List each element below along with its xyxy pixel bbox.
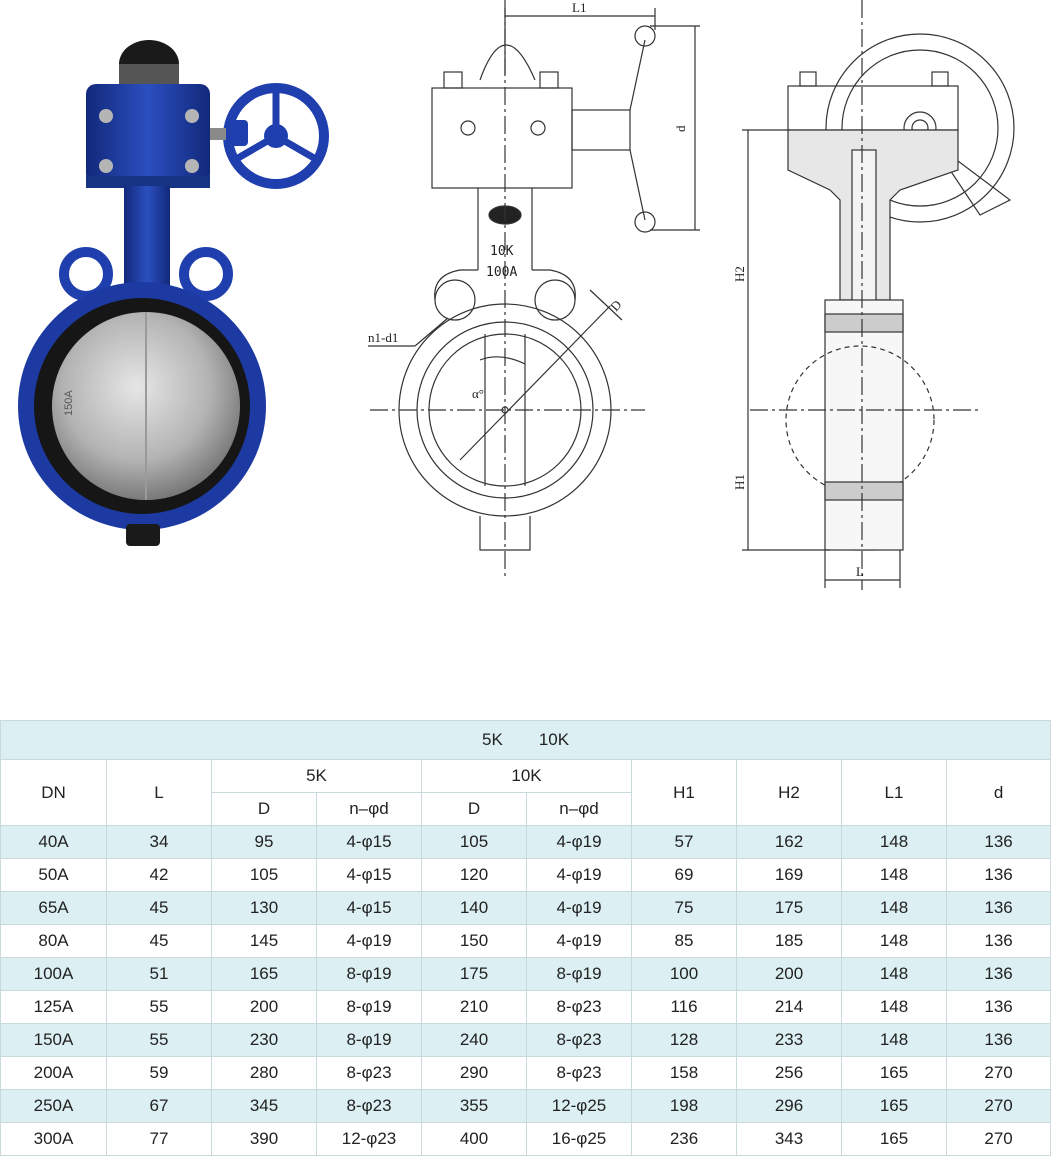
cell-d-5k: 230 <box>212 1024 317 1057</box>
cell-l1: 165 <box>842 1057 947 1090</box>
cell-l1: 148 <box>842 925 947 958</box>
table-row <box>1 826 1051 859</box>
cell-l: 45 <box>107 925 212 958</box>
cell-d-10k: 150 <box>422 925 527 958</box>
header-d-5k: D <box>212 793 317 826</box>
title-5k: 5K <box>482 730 503 749</box>
label-D: D <box>607 296 625 315</box>
table-row <box>1 892 1051 925</box>
cell-dn: 125A <box>1 991 107 1024</box>
title-10k: 10K <box>538 730 570 749</box>
cell-h2: 185 <box>737 925 842 958</box>
cell-dn: 50A <box>1 859 107 892</box>
cell-dn: 100A <box>1 958 107 991</box>
valve-photo <box>14 36 344 556</box>
cell-d: 136 <box>947 958 1051 991</box>
cell-l: 45 <box>107 892 212 925</box>
cell-d-5k: 145 <box>212 925 317 958</box>
header-d: d <box>947 760 1051 826</box>
mark-pressure: 10K <box>490 244 514 259</box>
cell-l1: 148 <box>842 826 947 859</box>
cell-d-5k: 105 <box>212 859 317 892</box>
table-row <box>1 1057 1051 1090</box>
cell-l: 42 <box>107 859 212 892</box>
cell-npd-5k: 8-φ23 <box>317 1090 422 1123</box>
cell-h2: 296 <box>737 1090 842 1123</box>
label-angle: α° <box>472 386 485 401</box>
cell-h1: 128 <box>632 1024 737 1057</box>
cell-l1: 148 <box>842 1024 947 1057</box>
cell-d-10k: 175 <box>422 958 527 991</box>
cell-h1: 198 <box>632 1090 737 1123</box>
cell-h2: 256 <box>737 1057 842 1090</box>
label-H2: H2 <box>732 266 747 282</box>
table-row <box>1 925 1051 958</box>
cell-d-5k: 165 <box>212 958 317 991</box>
gearbox <box>86 40 210 188</box>
cell-npd-5k: 8-φ23 <box>317 1057 422 1090</box>
cell-d-10k: 120 <box>422 859 527 892</box>
cell-h1: 116 <box>632 991 737 1024</box>
cell-h1: 57 <box>632 826 737 859</box>
cell-npd-5k: 8-φ19 <box>317 991 422 1024</box>
header-group-10k: 10K <box>422 760 632 793</box>
cell-h2: 162 <box>737 826 842 859</box>
cell-npd-10k: 4-φ19 <box>527 925 632 958</box>
table-row <box>1 991 1051 1024</box>
cell-d-10k: 355 <box>422 1090 527 1123</box>
cell-d-10k: 290 <box>422 1057 527 1090</box>
cell-h1: 85 <box>632 925 737 958</box>
cell-h1: 69 <box>632 859 737 892</box>
cell-d: 136 <box>947 1024 1051 1057</box>
cell-npd-10k: 8-φ23 <box>527 991 632 1024</box>
header-h1: H1 <box>632 760 737 826</box>
cell-d-10k: 240 <box>422 1024 527 1057</box>
cell-d-5k: 95 <box>212 826 317 859</box>
cell-l: 59 <box>107 1057 212 1090</box>
cell-npd-10k: 4-φ19 <box>527 859 632 892</box>
cell-h1: 75 <box>632 892 737 925</box>
cell-l1: 148 <box>842 991 947 1024</box>
cell-npd-10k: 8-φ23 <box>527 1024 632 1057</box>
cell-npd-10k: 8-φ23 <box>527 1057 632 1090</box>
label-H1: H1 <box>732 474 747 490</box>
header-npd-5k: n–φd <box>317 793 422 826</box>
mark-size: 100A <box>486 265 518 280</box>
table-row <box>1 1024 1051 1057</box>
table-row <box>1 859 1051 892</box>
cell-h2: 233 <box>737 1024 842 1057</box>
cell-d: 136 <box>947 991 1051 1024</box>
valve-body <box>18 282 266 546</box>
cell-l1: 148 <box>842 958 947 991</box>
cell-npd-5k: 4-φ15 <box>317 892 422 925</box>
cell-dn: 300A <box>1 1123 107 1156</box>
cell-d-10k: 210 <box>422 991 527 1024</box>
cell-d-5k: 345 <box>212 1090 317 1123</box>
cell-npd-10k: 12-φ25 <box>527 1090 632 1123</box>
table-body <box>1 826 1051 1156</box>
cell-l1: 165 <box>842 1123 947 1156</box>
cell-h1: 158 <box>632 1057 737 1090</box>
photo-body-text: 150A <box>63 390 75 416</box>
cell-d: 270 <box>947 1057 1051 1090</box>
cell-npd-10k: 4-φ19 <box>527 826 632 859</box>
cell-l1: 148 <box>842 892 947 925</box>
cell-d-5k: 390 <box>212 1123 317 1156</box>
label-d: d <box>673 125 688 132</box>
cell-d-5k: 130 <box>212 892 317 925</box>
cell-dn: 65A <box>1 892 107 925</box>
cell-dn: 150A <box>1 1024 107 1057</box>
cell-d: 136 <box>947 859 1051 892</box>
header-l1: L1 <box>842 760 947 826</box>
cell-npd-5k: 4-φ15 <box>317 826 422 859</box>
header-l: L <box>107 760 212 826</box>
front-view-drawing <box>360 0 688 590</box>
label-n1-d1: n1-d1 <box>368 330 399 345</box>
label-L1: L1 <box>572 0 587 15</box>
cell-d: 136 <box>947 892 1051 925</box>
table-row <box>1 1123 1051 1156</box>
cell-l: 55 <box>107 1024 212 1057</box>
label-L: L <box>856 564 864 579</box>
cell-d-5k: 200 <box>212 991 317 1024</box>
cell-npd-5k: 8-φ19 <box>317 958 422 991</box>
cell-d: 136 <box>947 925 1051 958</box>
table-title-row <box>1 721 1051 760</box>
side-section-drawing <box>730 0 1045 590</box>
cell-l: 51 <box>107 958 212 991</box>
cell-l: 67 <box>107 1090 212 1123</box>
cell-npd-5k: 4-φ19 <box>317 925 422 958</box>
header-dn: DN <box>1 760 107 826</box>
cell-dn: 80A <box>1 925 107 958</box>
table-row <box>1 1090 1051 1123</box>
cell-l: 55 <box>107 991 212 1024</box>
cell-npd-10k: 4-φ19 <box>527 892 632 925</box>
cell-npd-5k: 4-φ15 <box>317 859 422 892</box>
cell-npd-10k: 8-φ19 <box>527 958 632 991</box>
cell-npd-10k: 16-φ25 <box>527 1123 632 1156</box>
cell-h2: 214 <box>737 991 842 1024</box>
cell-h2: 343 <box>737 1123 842 1156</box>
spec-table <box>0 720 1051 1156</box>
cell-npd-5k: 8-φ19 <box>317 1024 422 1057</box>
handwheel <box>204 88 324 184</box>
header-group-5k: 5K <box>212 760 422 793</box>
header-h2: H2 <box>737 760 842 826</box>
cell-h1: 236 <box>632 1123 737 1156</box>
cell-dn: 200A <box>1 1057 107 1090</box>
cell-d-10k: 140 <box>422 892 527 925</box>
cell-l: 77 <box>107 1123 212 1156</box>
cell-h1: 100 <box>632 958 737 991</box>
cell-h2: 200 <box>737 958 842 991</box>
cell-d: 270 <box>947 1123 1051 1156</box>
cell-d-5k: 280 <box>212 1057 317 1090</box>
cell-d-10k: 400 <box>422 1123 527 1156</box>
cell-dn: 250A <box>1 1090 107 1123</box>
cell-h2: 169 <box>737 859 842 892</box>
cell-d: 270 <box>947 1090 1051 1123</box>
table-row <box>1 958 1051 991</box>
cell-dn: 40A <box>1 826 107 859</box>
cell-l: 34 <box>107 826 212 859</box>
cell-h2: 175 <box>737 892 842 925</box>
cell-d: 136 <box>947 826 1051 859</box>
cell-d-10k: 105 <box>422 826 527 859</box>
header-npd-10k: n–φd <box>527 793 632 826</box>
table-title <box>1 721 1051 760</box>
cell-l1: 148 <box>842 859 947 892</box>
header-row-1 <box>1 760 1051 793</box>
header-d-10k: D <box>422 793 527 826</box>
cell-l1: 165 <box>842 1090 947 1123</box>
cell-npd-5k: 12-φ23 <box>317 1123 422 1156</box>
